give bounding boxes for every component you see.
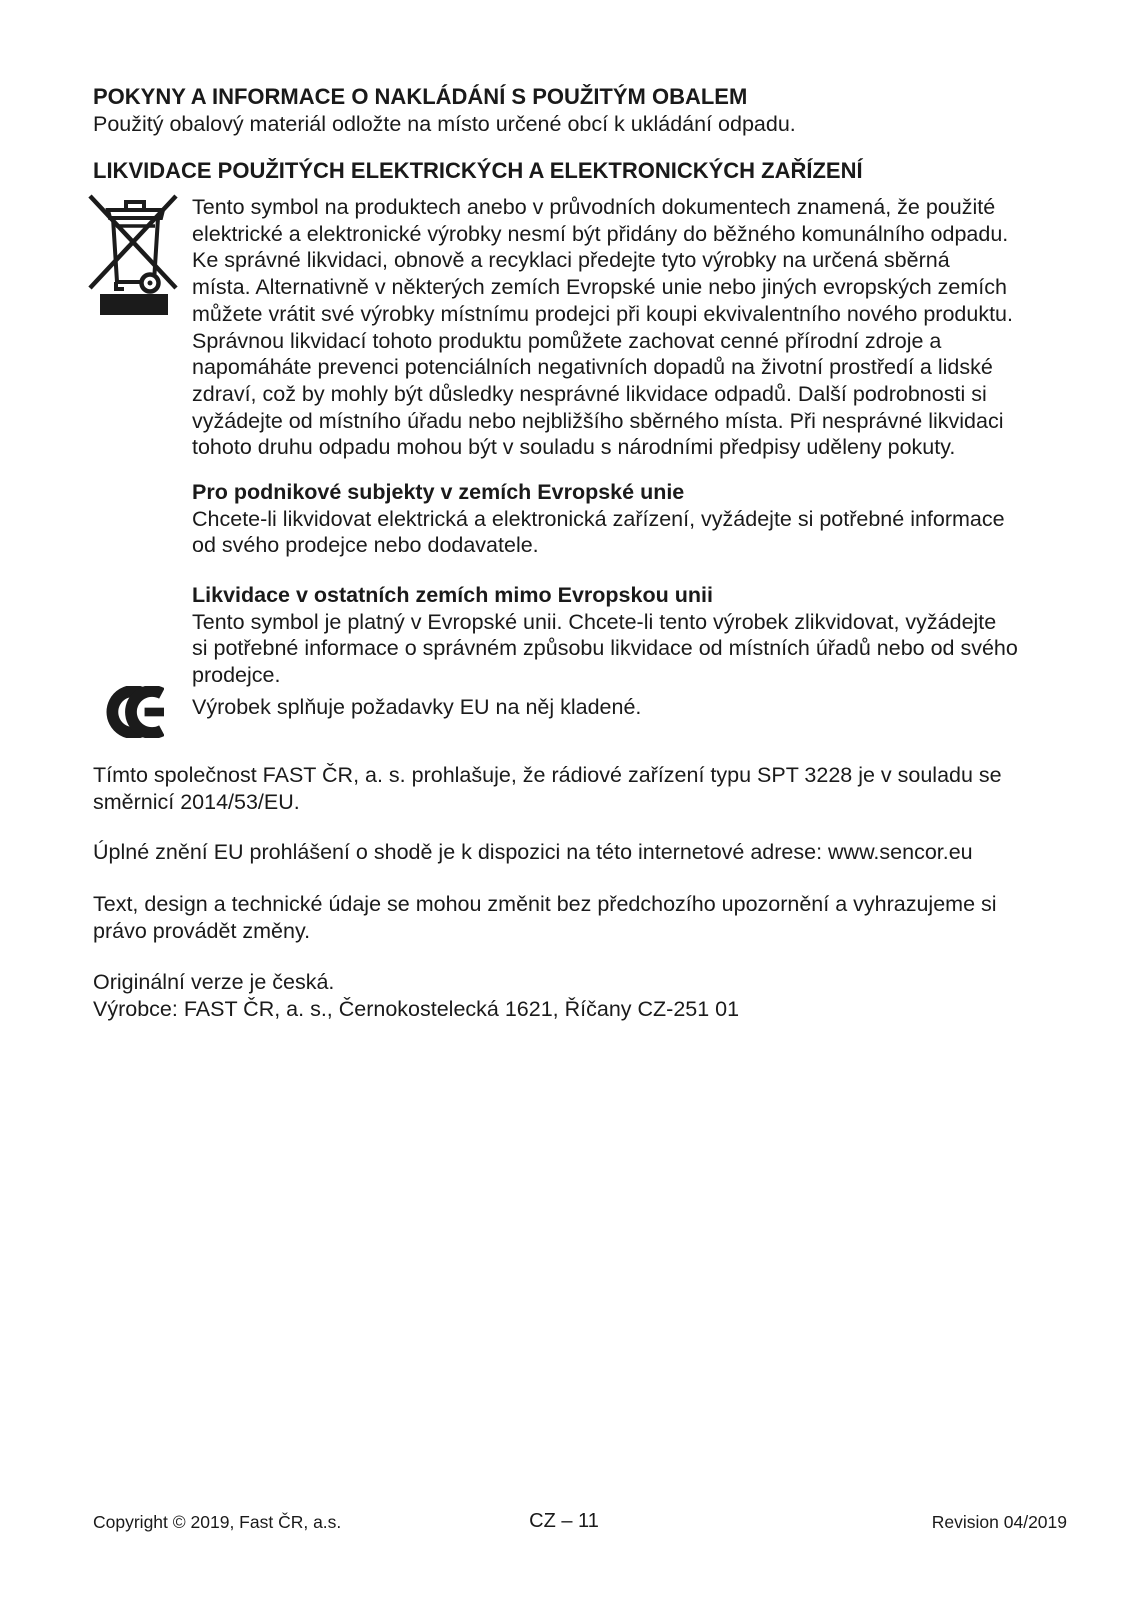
text-line: vyžádejte od místního úřadu nebo nejbližšího sběrného místa. Při nesprávné likvidaci [192,408,1004,433]
text-line: Tento symbol na produktech anebo v průvodních dokumentech znamená, že použité [192,195,996,219]
packaging-heading: POKYNY A INFORMACE O NAKLÁDÁNÍ S POUŽITÝM OBALEM [93,84,748,109]
business-paragraph [192,506,1005,559]
other-countries-subsection [192,582,1018,689]
text-line: tohoto druhu odpadu mohou být v souladu s národními předpisy uděleny pokuty. [192,435,956,460]
conformity-declaration [93,762,1002,815]
footer-revision: Revision 04/2019 [931,1512,1067,1532]
weee-crossed-out-wheelie-bin-icon [88,194,188,318]
text-line: Tento symbol je platný v Evropské unii. Chcete-li tento výrobek zlikvidovat, vyžádejte [192,609,997,634]
ce-mark-icon [88,686,164,738]
text-line: Text, design a technické údaje se mohou změnit bez předchozího upozornění a vyhrazujeme si [93,892,997,916]
origin-manufacturer [93,969,739,1022]
ce-statement: Výrobek splňuje požadavky EU na něj kladené. [192,695,642,719]
business-heading: Pro podnikové subjekty v zemích Evropské unie [192,480,685,504]
text-line: napomáháte prevenci potenciálních negativních dopadů na životní prostředí a lidské [192,355,993,380]
text-line: můžete vrátit své výrobky místnímu prodejci při koupi ekvivalentního nového produktu. [192,301,1013,326]
text-line: směrnicí 2014/53/EU. [93,789,300,814]
text-line: zdraví, což by mohly být důsledky nesprávné likvidace odpadů. Další podrobnosti si [192,381,987,406]
text-line: právo provádět změny. [93,918,311,943]
disposal-heading: LIKVIDACE POUŽITÝCH ELEKTRICKÝCH A ELEKTRONICKÝCH ZAŘÍZENÍ [93,158,863,183]
text-line: prodejce. [192,663,281,688]
text-line: Výrobce: FAST ČR, a. s., Černokostelecká 1621, Říčany CZ-251 01 [93,996,740,1021]
text-line: Originální verze je česká. [93,970,335,994]
text-line: Ke správné likvidaci, obnově a recyklaci předejte tyto výrobky na určená sběrná [192,248,950,273]
footer-page-number: CZ – 11 [529,1510,599,1532]
text-line: Chcete-li likvidovat elektrická a elektronická zařízení, vyžádejte si potřebné informace [192,506,1005,531]
text-line: Správnou likvidací tohoto produktu pomůžete zachovat cenné přírodní zdroje a [192,328,942,353]
other-countries-heading: Likvidace v ostatních zemích mimo Evropskou unii [192,583,713,607]
business-subsection [192,479,1005,559]
packaging-body: Použitý obalový materiál odložte na místo určené obcí k ukládání odpadu. [93,112,796,136]
text-line: elektrické a elektronické výrobky nesmí být přidány do běžného komunálního odpadu. [192,221,1009,246]
eu-declaration-url-line: Úplné znění EU prohlášení o shodě je k dispozici na této internetové adrese: www.sencor.eu [93,840,973,864]
footer-copyright: Copyright © 2019, Fast ČR, a.s. [93,1512,342,1532]
text-line: od svého prodejce nebo dodavatele. [192,533,539,558]
other-countries-paragraph [192,609,1018,689]
change-disclaimer [93,891,997,944]
text-line: Tímto společnost FAST ČR, a. s. prohlašuje, že rádiové zařízení typu SPT 3228 je v souladu se [93,763,1002,787]
disposal-paragraph [192,194,1013,461]
text-line: si potřebné informace o správném způsobu likvidace od místních úřadů nebo od svého [192,636,1018,661]
text-line: místa. Alternativně v některých zemích Evropské unie nebo jiných evropských zemích [192,275,1007,300]
